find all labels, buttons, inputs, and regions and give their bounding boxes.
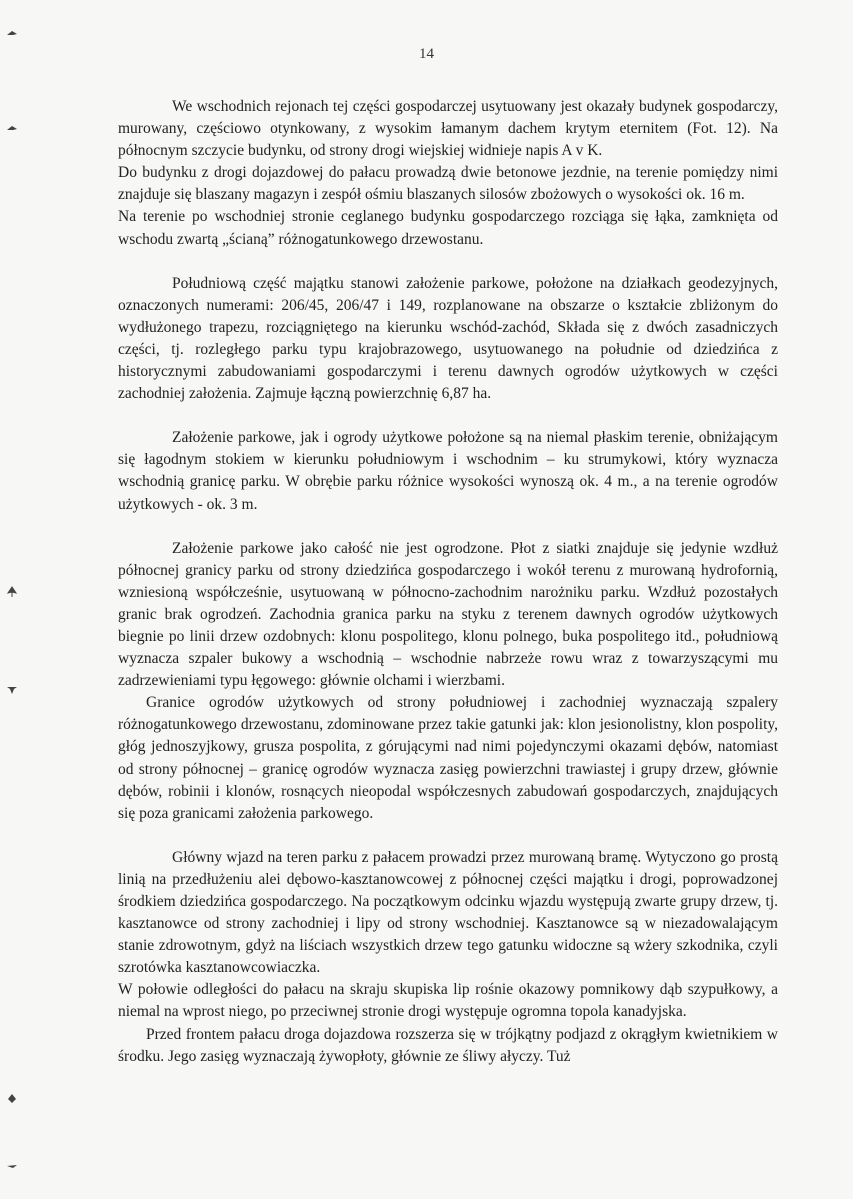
punch-hole-mark-6: [6, 1160, 18, 1172]
paragraph: Na terenie po wschodniej stronie ceglanego budynku gospodarczego rozciąga się łąka, zamknięta od wschodu zwartą „ścianą” różnogatunkowego drzewostanu.: [118, 208, 778, 248]
punch-hole-mark-3: [6, 586, 18, 598]
paragraph: Przed frontem pałacu droga dojazdowa rozszerza się w trójkątny podjazd z okrągłym kwietnikiem w środku. Jego zasięg wyznaczają żywopłoty, głównie ze śliwy ałyczy. Tuż: [118, 1025, 778, 1065]
punch-hole-mark-1: [6, 28, 18, 40]
paragraph: Główny wjazd na teren parku z pałacem prowadzi przez murowaną bramę. Wytyczono go prostą linią na przedłużeniu alei dębowo-kasztanowcowej z północnej części majątku i drogi, poprowadzonej środkiem dziedzińca gospodarczego. Na początkowym odcinku wjazdu występują zwarte grupy drzew, tj. kasztanowce od strony zachodniej i lipy od strony wschodniej. Kasztanowce są w niezadowalającym stanie zdrowotnym, gdyż na liściach wszystkich drzew tego gatunku widoczne są wżery szkodnika, czyli szrotówka kasztanowcowiaczka.: [118, 848, 778, 977]
paragraph: Południową część majątku stanowi założenie parkowe, położone na działkach geodezyjnych, oznaczonych numerami: 206/45, 206/47 i 149, rozplanowane na obszarze o kształcie zbliżonym do wydłużonego trapezu, rozciągniętego na kierunku wschód-zachód, Składa się z dwóch zasadniczych części, tj. rozległego parku typu krajobrazowego, usytuowanego na południe od dziedzińca z historycznymi zabudowaniami gospodarczymi i terenu dawnych ogrodów użytkowych w części zachodniej założenia. Zajmuje łączną powierzchnię 6,87 ha.: [118, 274, 778, 403]
paragraph: Założenie parkowe, jak i ogrody użytkowe położone są na niemal płaskim terenie, obniżającym się łagodnym stokiem w kierunku południowym i wschodnim – ku strumykowi, który wyznacza wschodnią granicę parku. W obrębie parku różnice wysokości wynoszą ok. 4 m., a na terenie ogrodów użytkowych - ok. 3 m.: [118, 429, 778, 513]
paragraph: Do budynku z drogi dojazdowej do pałacu prowadzą dwie betonowe jezdnie, na terenie pomiędzy nimi znajduje się blaszany magazyn i zespół ośmiu blaszanych silosów zbożowych o wysokości ok. 16 m.: [118, 164, 778, 204]
paragraph: W połowie odległości do pałacu na skraju skupiska lip rośnie okazowy pomnikowy dąb szypułkowy, a niemal na wprost niego, po przeciwnej stronie drogi występuje ogromna topola kanadyjska.: [118, 981, 778, 1021]
punch-hole-mark-5: [6, 1093, 18, 1105]
punch-hole-mark-4: [6, 683, 18, 695]
paragraph: We wschodnich rejonach tej części gospodarczej usytuowany jest okazały budynek gospodarczy, murowany, częściowo otynkowany, z wysokim łamanym dachem krytym eternitem (Fot. 12). Na północnym szczycie budynku, od strony drogi wiejskiej widnieje napis A v K.: [118, 98, 778, 160]
body-text: [118, 96, 778, 1068]
punch-hole-mark-2: [6, 123, 18, 135]
paragraph: Założenie parkowe jako całość nie jest ogrodzone. Płot z siatki znajduje się jedynie wzdłuż północnej granicy parku od strony dziedzińca gospodarczego i wokół terenu z murowaną hydrofornią, wzniesioną współcześnie, usytuowaną w północno-zachodnim narożniku parku. Wzdłuż pozostałych granic brak ogrodzeń. Zachodnia granica parku na styku z terenem dawnych ogrodów użytkowych biegnie po linii drzew ozdobnych: klonu pospolitego, klonu polnego, buka pospolitego itd., południową wyznacza szpaler bukowy a wschodnią – wschodnie nabrzeże rowu wraz z towarzyszącymi mu zadrzewieniami typu łęgowego: głównie olchami i wierzbami.: [118, 539, 778, 690]
page-number: 14: [419, 46, 434, 62]
paragraph: Granice ogrodów użytkowych od strony południowej i zachodniej wyznaczają szpalery różnogatunkowego drzewostanu, zdominowane przez takie gatunki jak: klon jesionolistny, klon pospolity, głóg jednoszyjkowy, grusza pospolita, z górującymi nad nimi pojedynczymi okazami dębów, natomiast od strony północnej – granicę ogrodów wyznacza zasięg powierzchni trawiastej i grupy drzew, głównie dębów, robinii i klonów, rosnących nieopodal współczesnych zabudowań gospodarczych, znajdujących się poza granicami założenia parkowego.: [118, 694, 778, 822]
